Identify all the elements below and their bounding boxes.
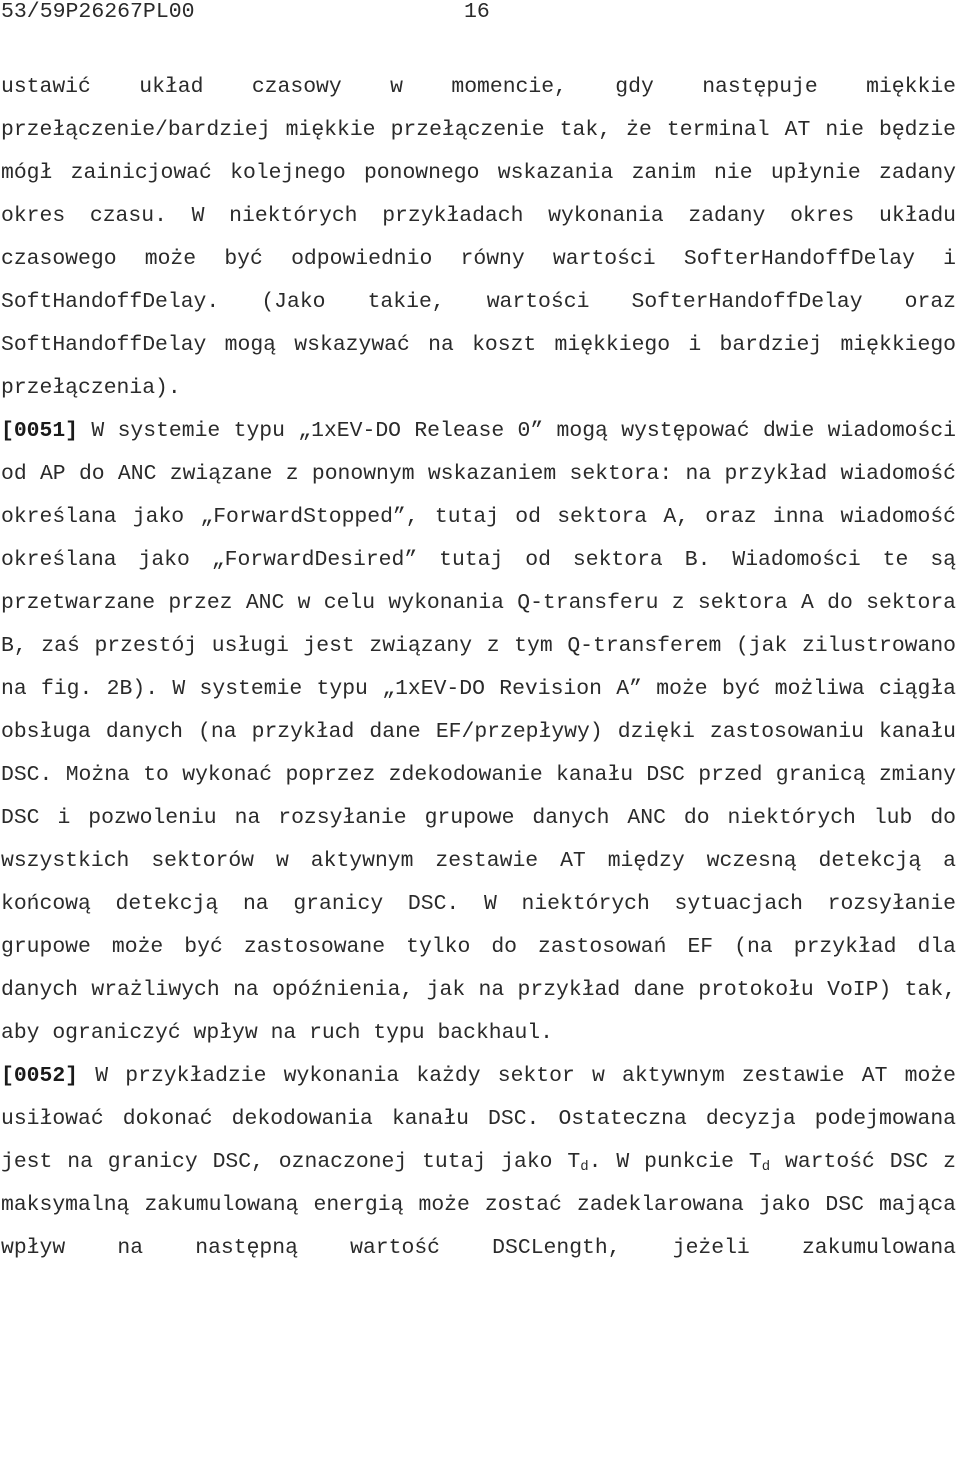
paragraph-text: W przykładzie wykonania każdy sektor w aktywnym zestawie AT może usiłować dokonać dekodowania kanału DSC. Ostateczna decyzja podejmowana jest na granicy DSC, oznaczonej tutaj jako T [1, 1064, 956, 1174]
subscript: d [761, 1159, 771, 1175]
paragraph-continuation [1, 66, 956, 410]
subscript: d [580, 1159, 589, 1175]
paragraph-text: ustawić układ czasowy w momencie, gdy następuje miękkie przełączenie/bardziej miękkie przełączenie tak, że terminal AT nie będzie mógł zainicjować kolejnego ponownego wskazania zanim nie upłynie zadany okres czasu. W niektórych przykładach wykonania zadany okres układu czasowego może być odpowiednio równy wartości SofterHandoffDelay i SoftHandoffDelay. (Jako takie, wartości SofterHandoffDelay oraz SoftHandoffDelay mogą wskazywać na koszt miękkiego i bardziej miękkiego przełączenia). [1, 75, 956, 400]
paragraph-0051 [1, 410, 956, 1055]
paragraph-text: wartość DSC z maksymalną zakumulowaną energią może zostać zadeklarowana jako DSC mająca wpływ na następną wartość DSCLength, jeżeli zakumulowana [1, 1150, 957, 1260]
document-id: 53/59P26267PL00 [1, 0, 195, 24]
paragraph-marker: [0051] [1, 419, 79, 443]
paragraph-marker: [0052] [1, 1064, 79, 1088]
paragraph-text: . W punkcie T [588, 1150, 762, 1174]
page-number: 16 [464, 0, 490, 24]
page-header [0, 0, 960, 29]
paragraph-text: W systemie typu „1xEV-DO Release 0” mogą występować dwie wiadomości od AP do ANC związane z ponownym wskazaniem sektora: na przykład wiadomość określana jako „ForwardStopped”, tutaj od sektora A, oraz inna wiadomość określana jako „ForwardDesired” tutaj od sektora B. Wiadomości te są przetwarzane przez ANC w celu wykonania Q-transferu z sektora A do sektora B, zaś przestój usługi jest związany z tym Q-transferem (jak zilustrowano na fig. 2B). W systemie typu „1xEV-DO Revision A” może być możliwa ciągła obsługa danych (na przykład dane EF/przepływy) dzięki zastosowaniu kanału DSC. Można to wykonać poprzez zdekodowanie kanału DSC przed granicą zmiany DSC i pozwoleniu na rozsyłanie grupowe danych ANC do niektórych lub do wszystkich sektorów w aktywnym zestawie AT między wczesną detekcją a końcową detekcją na granicy DSC. W niektórych sytuacjach rozsyłanie grupowe może być zastosowane tylko do zastosowań EF (na przykład dla danych wrażliwych na opóźnienia, jak na przykład dane protokołu VoIP) tak, aby ograniczyć wpływ na ruch typu backhaul. [1, 419, 957, 1045]
document-body [1, 66, 956, 1270]
paragraph-0052 [1, 1055, 956, 1270]
